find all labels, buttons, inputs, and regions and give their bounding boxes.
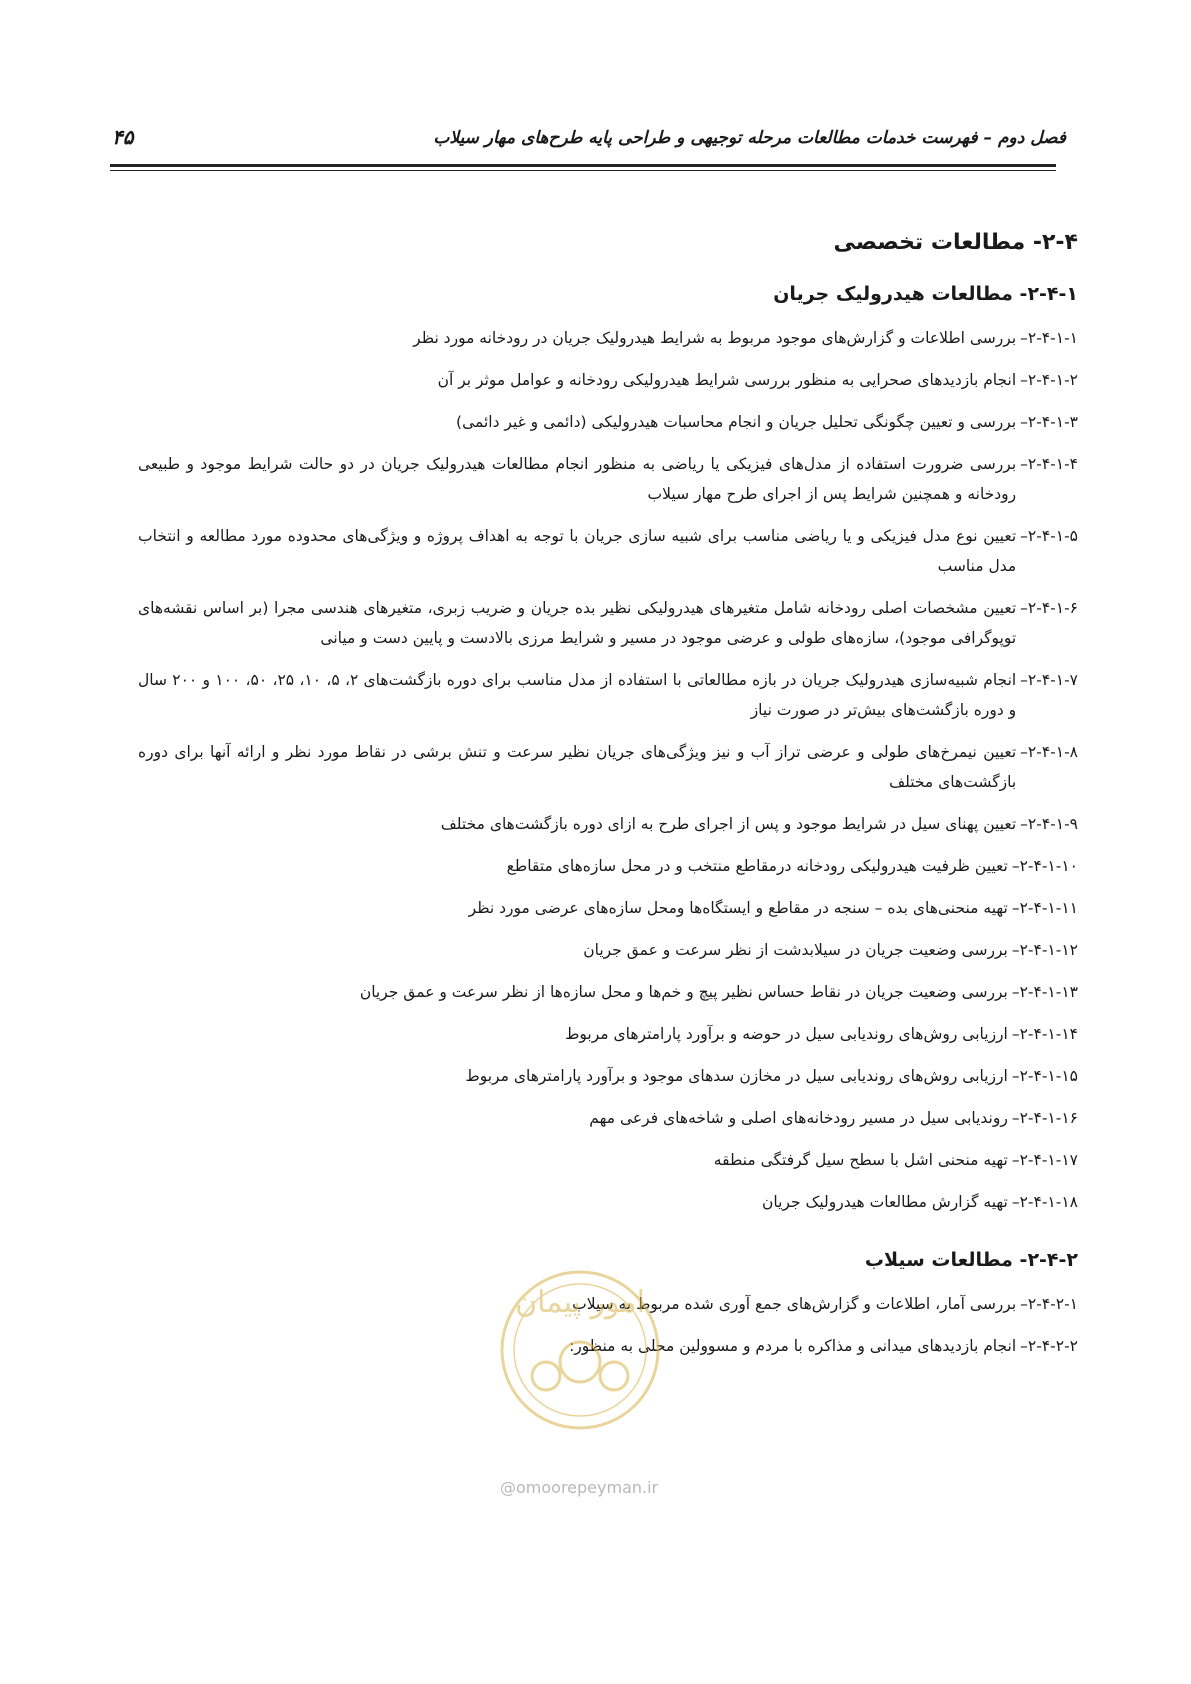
hydraulics-item-number: ۲-۴-۱-۹– bbox=[1020, 815, 1078, 833]
flood-item bbox=[138, 1331, 1078, 1361]
document-body bbox=[138, 200, 1078, 1373]
hydraulics-item-text: تعیین پهنای سیل در شرایط موجود و پس از اجرای طرح به ازای دوره بازگشت‌های مختلف bbox=[440, 815, 1017, 833]
hydraulics-item-text: بررسی اطلاعات و گزارش‌های موجود مربوط به شرایط هیدرولیک جریان در رودخانه مورد نظر bbox=[413, 329, 1017, 347]
hydraulics-item-number: ۲-۴-۱-۵– bbox=[1020, 527, 1078, 545]
page-number: ۴۵ bbox=[112, 125, 134, 149]
hydraulics-item-number: ۲-۴-۱-۱۵– bbox=[1011, 1067, 1078, 1085]
svg-text:امور پیمان: امور پیمان bbox=[515, 1285, 645, 1320]
hydraulics-item-number: ۲-۴-۱-۸– bbox=[1020, 743, 1078, 761]
hydraulics-item bbox=[138, 809, 1078, 839]
flood-item-number: ۲-۴-۲-۲– bbox=[1020, 1337, 1078, 1355]
hydraulics-item-text: تعیین نوع مدل فیزیکی و یا ریاضی مناسب برای شبیه سازی جریان با توجه به اهداف پروژه و ویژگی‌های محدوده مورد مطالعه و انتخاب مدل مناسب bbox=[138, 527, 1017, 575]
subsection-heading-hydraulics: ۲-۴-۱- مطالعات هیدرولیک جریان bbox=[773, 283, 1078, 305]
hydraulics-item bbox=[138, 935, 1078, 965]
hydraulics-item-number: ۲-۴-۱-۱۸– bbox=[1011, 1193, 1078, 1211]
hydraulics-item-number: ۲-۴-۱-۷– bbox=[1020, 671, 1078, 689]
hydraulics-item-text: ارزیابی روش‌های روندیابی سیل در حوضه و برآورد پارامترهای مربوط bbox=[565, 1025, 1008, 1043]
header-rule-thin bbox=[110, 170, 1056, 171]
hydraulics-item-text: انجام شبیه‌سازی هیدرولیک جریان در بازه مطالعاتی با استفاده از مدل مناسب برای دوره بازگشت‌های ۲، ۵، ۱۰، ۲۵، ۵۰، ۱۰۰ و ۲۰۰ سال و دوره بازگشت‌های بیش‌تر در صورت نیاز bbox=[138, 671, 1017, 719]
hydraulics-item bbox=[138, 851, 1078, 881]
hydraulics-item-number: ۲-۴-۱-۱– bbox=[1020, 329, 1078, 347]
flood-item-list bbox=[138, 1289, 1078, 1361]
hydraulics-item-number: ۲-۴-۱-۱۰– bbox=[1011, 857, 1078, 875]
hydraulics-item-text: بررسی وضعیت جریان در نقاط حساس نظیر پیچ و خم‌ها و محل سازه‌ها از نظر سرعت و عمق جریان bbox=[359, 983, 1008, 1001]
hydraulics-item-text: تهیه منحنی‌های بده – سنجه در مقاطع و ایستگاه‌ها ومحل سازه‌های عرضی مورد نظر bbox=[468, 899, 1008, 917]
hydraulics-item-text: بررسی و تعیین چگونگی تحلیل جریان و انجام محاسبات هیدرولیکی (دائمی و غیر دائمی) bbox=[456, 413, 1017, 431]
hydraulics-item-text: تهیه گزارش مطالعات هیدرولیک جریان bbox=[762, 1193, 1008, 1211]
subsection-heading-flood: ۲-۴-۲- مطالعات سیلاب bbox=[864, 1249, 1078, 1271]
watermark-url: @omoorepeyman.ir bbox=[500, 1478, 659, 1497]
hydraulics-item bbox=[138, 665, 1078, 725]
hydraulics-item-list bbox=[138, 323, 1078, 1217]
hydraulics-item-number: ۲-۴-۱-۱۶– bbox=[1011, 1109, 1078, 1127]
hydraulics-item-text: روندیابی سیل در مسیر رودخانه‌های اصلی و شاخه‌های فرعی مهم bbox=[589, 1109, 1008, 1127]
hydraulics-item bbox=[138, 893, 1078, 923]
hydraulics-item bbox=[138, 1019, 1078, 1049]
hydraulics-item-text: تعیین ظرفیت هیدرولیکی رودخانه درمقاطع منتخب و در محل سازه‌های متقاطع bbox=[506, 857, 1008, 875]
hydraulics-item-number: ۲-۴-۱-۱۳– bbox=[1011, 983, 1078, 1001]
hydraulics-item-number: ۲-۴-۱-۴– bbox=[1020, 455, 1078, 473]
section-heading: ۲-۴- مطالعات تخصصی bbox=[833, 230, 1078, 255]
hydraulics-item bbox=[138, 593, 1078, 653]
flood-item-text: انجام بازدیدهای میدانی و مذاکره با مردم و مسوولین محلی به منظور: bbox=[569, 1337, 1017, 1355]
hydraulics-item-number: ۲-۴-۱-۱۱– bbox=[1011, 899, 1078, 917]
hydraulics-item bbox=[138, 1061, 1078, 1091]
hydraulics-item-text: بررسی ضرورت استفاده از مدل‌های فیزیکی یا ریاضی به منظور انجام مطالعات هیدرولیک جریان در دو حالت شرایط موجود و طبیعی رودخانه و همچنین شرایط پس از اجرای طرح مهار سیلاب bbox=[138, 455, 1017, 503]
hydraulics-item bbox=[138, 449, 1078, 509]
flood-item-number: ۲-۴-۲-۱– bbox=[1020, 1295, 1078, 1313]
hydraulics-item-text: تعیین نیمرخ‌های طولی و عرضی تراز آب و نیز ویژگی‌های جریان نظیر سرعت و تنش برشی در نقاط مورد نظر و ارائه آنها برای دوره بازگشت‌های مختلف bbox=[138, 743, 1017, 791]
hydraulics-item bbox=[138, 1145, 1078, 1175]
hydraulics-item bbox=[138, 737, 1078, 797]
header-rule bbox=[110, 164, 1056, 167]
running-header-title: فصل دوم – فهرست خدمات مطالعات مرحله توجیهی و طراحی پایه طرح‌های مهار سیلاب bbox=[433, 128, 1066, 148]
hydraulics-item-text: ارزیابی روش‌های روندیابی سیل در مخازن سدهای موجود و برآورد پارامترهای مربوط bbox=[465, 1067, 1008, 1085]
hydraulics-item-text: بررسی وضعیت جریان در سیلابدشت از نظر سرعت و عمق جریان bbox=[583, 941, 1008, 959]
hydraulics-item-number: ۲-۴-۱-۲– bbox=[1020, 371, 1078, 389]
hydraulics-item bbox=[138, 1187, 1078, 1217]
hydraulics-item-text: انجام بازدیدهای صحرایی به منظور بررسی شرایط هیدرولیکی رودخانه و عوامل موثر بر آن bbox=[437, 371, 1017, 389]
hydraulics-item bbox=[138, 977, 1078, 1007]
hydraulics-item-number: ۲-۴-۱-۱۷– bbox=[1011, 1151, 1078, 1169]
hydraulics-item-number: ۲-۴-۱-۶– bbox=[1020, 599, 1078, 617]
hydraulics-item bbox=[138, 407, 1078, 437]
hydraulics-item-number: ۲-۴-۱-۱۲– bbox=[1011, 941, 1078, 959]
hydraulics-item-number: ۲-۴-۱-۳– bbox=[1020, 413, 1078, 431]
hydraulics-item-number: ۲-۴-۱-۱۴– bbox=[1011, 1025, 1078, 1043]
hydraulics-item-text: تعیین مشخصات اصلی رودخانه شامل متغیرهای هیدرولیکی نظیر بده جریان و ضریب زبری، متغیرهای هندسی مجرا (بر اساس نقشه‌های توپوگرافی موجود)، سازه‌های طولی و عرضی موجود در مسیر و شرایط مرزی بالادست و پایین دست و میانی bbox=[138, 599, 1017, 647]
hydraulics-item bbox=[138, 365, 1078, 395]
hydraulics-item-text: تهیه منحنی اشل با سطح سیل گرفتگی منطقه bbox=[713, 1151, 1008, 1169]
hydraulics-item bbox=[138, 1103, 1078, 1133]
flood-item bbox=[138, 1289, 1078, 1319]
hydraulics-item bbox=[138, 323, 1078, 353]
flood-item-text: بررسی آمار، اطلاعات و گزارش‌های جمع آوری شده مربوط به سیلاب bbox=[572, 1295, 1017, 1313]
hydraulics-item bbox=[138, 521, 1078, 581]
